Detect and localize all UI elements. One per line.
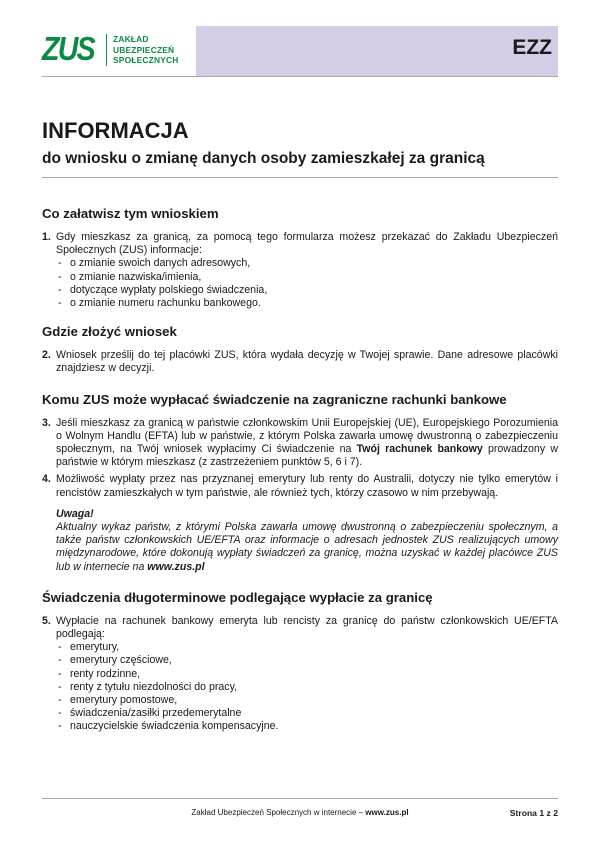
item-text	[56, 615, 558, 734]
item-paragraph: Wypłacie na rachunek bankowy emeryta lub rencisty za granicę do państw członkowskich UE/EFTA podlegają:	[56, 614, 558, 641]
section-heading: Świadczenia długoterminowe podlegające wypłacie za granicę	[42, 589, 433, 605]
section-heading: Komu ZUS może wypłacać świadczenie na zagraniczne rachunki bankowe	[42, 391, 507, 407]
list-item: - dotyczące wypłaty polskiego świadczenia,	[56, 284, 558, 297]
text-run: prowadzony w państwie w którym mieszkasz (z zastrzeżeniem punktów 5, 6 i 7).	[56, 443, 558, 469]
bullet-list	[56, 641, 558, 733]
logo-line: ZAKŁAD	[113, 34, 149, 44]
document-body	[42, 206, 558, 734]
form-code: EZZ	[512, 36, 552, 59]
list-item: - o zmianie swoich danych adresowych,	[56, 257, 558, 270]
list-item: - emerytury pomostowe,	[56, 694, 558, 707]
list-item: - renty z tytułu niezdolności do pracy,	[56, 681, 558, 694]
section-heading: Co załatwisz tym wnioskiem	[42, 206, 219, 221]
note-link[interactable]: www.zus.pl	[147, 560, 205, 573]
page-subtitle: do wniosku o zmianę danych osoby zamieszkałej za granicą	[42, 150, 485, 167]
page-number: Strona 1 z 2	[509, 808, 558, 818]
svg-text:ZUS: ZUS	[41, 30, 96, 67]
item-paragraph: Gdy mieszkasz za granicą, za pomocą tego formularza możesz przekazać do Zakładu Ubezpieczeń Społecznych (ZUS) informacje:	[56, 231, 558, 257]
logo-line: SPOŁECZNYCH	[113, 55, 179, 66]
list-item: - emerytury,	[56, 641, 558, 654]
title-divider	[42, 177, 558, 178]
item-text	[56, 417, 558, 470]
item-text: Możliwość wypłaty przez nas przyznanej emerytury lub renty do Australii, dotyczy nie tylko emerytów i rencistów zamieszkałych w tym państwie, ale również tych, którzy czasowo w nim przebywają.	[56, 473, 558, 499]
logo-wordmark	[106, 34, 178, 66]
footer-link[interactable]: www.zus.pl	[365, 808, 409, 817]
numbered-item	[42, 473, 558, 499]
list-item: - świadczenia/zasiłki przedemerytalne	[56, 707, 558, 720]
numbered-item	[42, 615, 558, 734]
text-run: Aktualny wykaz państw, z którymi Polska zawarła umowę dwustronną o zabezpieczeniu społecznym, a także państw członkowskich UE/EFTA oraz informacje o adresach jednostek ZUS realizujących umowy międzynarodowe, które dokonują wypłaty świadczeń za granicę, można uzyskać w każdej placówce ZUS lub w internecie na	[56, 521, 558, 573]
item-text	[56, 231, 558, 310]
item-number: 3.	[42, 416, 51, 429]
numbered-item	[42, 417, 558, 470]
logo-line: UBEZPIECZEŃ	[113, 44, 175, 55]
item-number: 2.	[42, 349, 51, 362]
list-item: - emerytury częściowe,	[56, 654, 558, 667]
header-band	[196, 26, 558, 76]
footer-label: Zakład Ubezpieczeń Społecznych w internecie –	[191, 808, 366, 817]
footer-divider	[42, 798, 558, 799]
list-item: - nauczycielskie świadczenia kompensacyjne.	[56, 720, 558, 733]
bold-text: Twój rachunek bankowy	[356, 443, 483, 456]
list-item: - renty rodzinne,	[56, 668, 558, 681]
section-heading: Gdzie złożyć wniosek	[42, 324, 177, 340]
header-divider	[42, 76, 558, 77]
list-item: - o zmianie nazwiska/imienia,	[56, 271, 558, 284]
page-header	[0, 0, 600, 78]
page-title: INFORMACJA	[42, 118, 189, 143]
bullet-list	[56, 257, 558, 310]
text-run: Jeśli mieszkasz za granicą w państwie członkowskim Unii Europejskiej (UE), Europejskiego Porozumienia o Wolnym Handlu (EFTA) lub w państwie, z którym Polska zawarła umowę dwustronną o zabezpieczeniu społecznym, na Twój wniosek wypłacimy Ci świadczenie na	[56, 416, 558, 456]
item-number: 4.	[42, 473, 51, 486]
zus-logo-icon	[41, 30, 96, 67]
numbered-item	[42, 231, 558, 310]
numbered-item	[42, 349, 558, 375]
note-heading: Uwaga!	[56, 507, 94, 520]
item-number: 5.	[42, 614, 51, 627]
item-text: Wniosek prześlij do tej placówki ZUS, która wydała decyzję w Twojej sprawie. Dane adresowe placówki znajdziesz w decyzji.	[56, 349, 558, 375]
list-item: - o zmianie numeru rachunku bankowego.	[56, 297, 558, 310]
item-number: 1.	[42, 231, 51, 243]
note-text	[56, 521, 558, 574]
